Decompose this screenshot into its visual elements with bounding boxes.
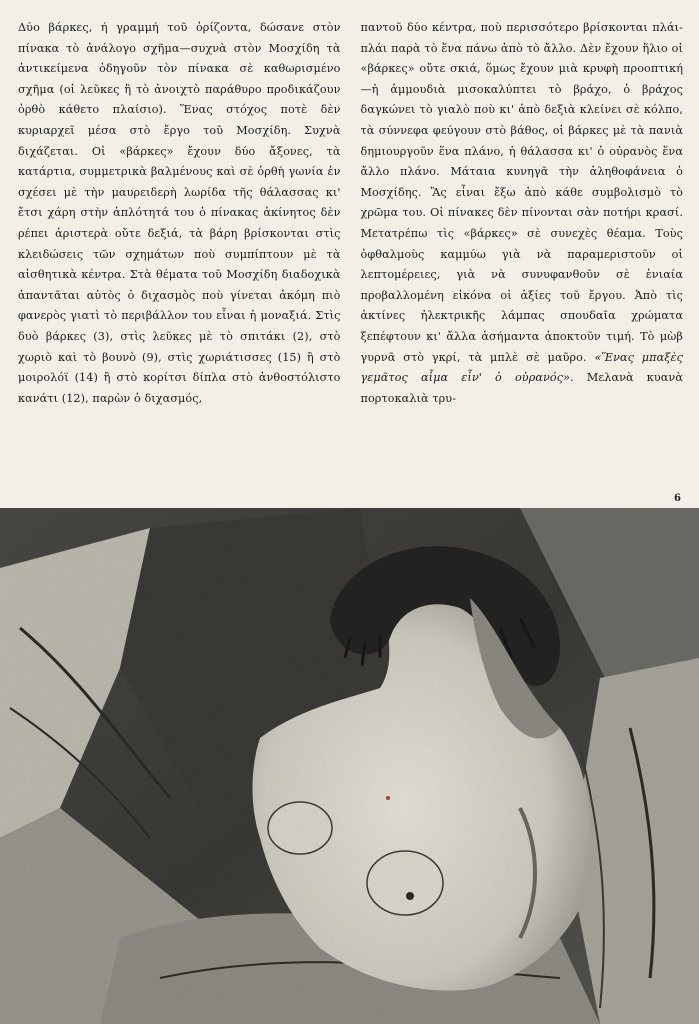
paragraph-left: Δύο βάρκες, ή γραμμή τοῦ ὁρίζοντα, δώσανε στὸν πίνακα τὸ ἀνάλογο σχῆμα—συχνὰ στὸν Μοσχίδη τὰ ἀντικείμενα ὁδηγοῦν τὸν πίνακα σὲ καθωρισμένο σχῆμα (οἱ λεῦκες ἢ τὸ ἀνοιχτὸ παράθυρο προδικάζουν ὀρθὸ κάθετο πλαίσιο). Ἕνας στόχος ποτὲ δὲν κυριαρχεῖ μέσα στὸ ἔργο τοῦ Μοσχίδη. Συχνὰ διχάζεται. Οἱ «βάρκες» ἔχουν δύο ἄξονες, τὰ κατάρτια, συμμετρικὰ βαλμένους καὶ σὲ ὀρθὴ γωνία ἐν σχέσει μὲ τὴν μαυρειδερὴ λωρίδα τῆς θάλασσας κι' ἔτσι χάρη στὴν ἁπλότητά του ὁ πίνακας ἀκίνητος δὲν ρέπει ἀριστερὰ οὔτε δεξιά, τὰ βάρη βρίσκονται στὶς κλειδώσεις τῶν σχημάτων ποὺ συμπίπτουν μὲ τὰ αἰσθητικὰ κέντρα. Στὰ θέματα τοῦ Μοσχίδη διαδοχικὰ ἀπαντᾶται αὐτὸς ὁ διχασμὸς ποὺ γίνεται ἀκόμη πιὸ φανερὸς γιατὶ τὸ περιβάλλον του εἶναι ἡ μοναξιά. Στὶς δυὸ βάρκες (3), στὶς λεῦκες μὲ τὸ σπιτάκι (2), στὸ χωριὸ καὶ τὸ βουνὸ (9), στὶς χωριάτισσες (15) ἢ στὸ μοιρολόϊ (14) ἢ στὸ κορίτσι δίπλα στὸ ἀνθοστόλιστο κανάτι (12), παρὼν ὁ διχασμός, bbox=[18, 21, 341, 405]
article-column-left bbox=[18, 18, 341, 496]
paragraph-right-tail: Μελανὰ κυανὰ πορτοκαλιὰ τρυ- bbox=[360, 371, 683, 405]
painting-nude-woman-icon bbox=[0, 508, 699, 1024]
article-text bbox=[18, 18, 683, 496]
inline-quote: «Ἕνας μπαξὲς γεμᾶτος αἷμα εἶν' ὁ οὐρανός». bbox=[360, 350, 683, 385]
paragraph-right-text: παντοῦ δύο κέντρα, ποὺ περισσότερο βρίσκονται πλάι-πλάι παρὰ τὸ ἕνα πάνω ἀπὸ τὸ ἄλλο. Δὲν ἔχουν ἥλιο οἱ «βάρκες» οὔτε σκιά, ὅμως ἔχουν μιὰ κρυφὴ προοπτική—ἡ ἀμμουδιὰ μισοκαλύπτει τὸ βράχο, ὁ βράχος δαγκώνει τὸ γιαλὸ ποὺ κι' ἀπὸ δεξιὰ κλείνει σὲ κόλπο, τὰ σύννεφα φεύγουν στὸ βάθος, οἱ βάρκες μὲ τὰ πανιὰ δημιουργοῦν ἕνα πλάνο, ἡ θάλασσα κι' ὁ οὐρανὸς ἕνα ἄλλο πλάνο. Μάταια κυνηγᾶ τὴν ἀληθοφάνεια ὁ Μοσχίδης. Ἂς εἶναι ἔξω ἀπὸ κάθε συμβολισμὸ τὸ χρῶμα του. Οἱ πίνακες δὲν πίνονται σὰν ποτήρι κρασί. Μετατρέπω τὶς «βάρκες» σὲ συνεχὲς θέαμα. Τοὺς ὀφθαλμοὺς καμμύω γιὰ νὰ παραμεριστοῦν οἱ λεπτομέρειες, γιὰ νὰ συνυφανθοῦν σὲ ἑνιαία προβαλλομένη εἰκόνα οἱ ἀξίες τοῦ ἔργου. Ἀπὸ τὶς ἀκτίνες ἠλεκτρικῆς λάμπας σπουδαῖα χρώματα ξεπέφτουν κι' ἄλλα ἀσήμαντα ἀποκτοῦν τιμή. Τὸ μὼβ γυρνᾶ στὸ γκρί, τὰ μπλὲ σὲ μαῦρο. bbox=[360, 21, 683, 364]
painting-reproduction bbox=[0, 508, 699, 1024]
paragraph-right bbox=[361, 18, 684, 409]
article-column-right bbox=[361, 18, 684, 496]
page-number: 6 bbox=[674, 493, 681, 504]
